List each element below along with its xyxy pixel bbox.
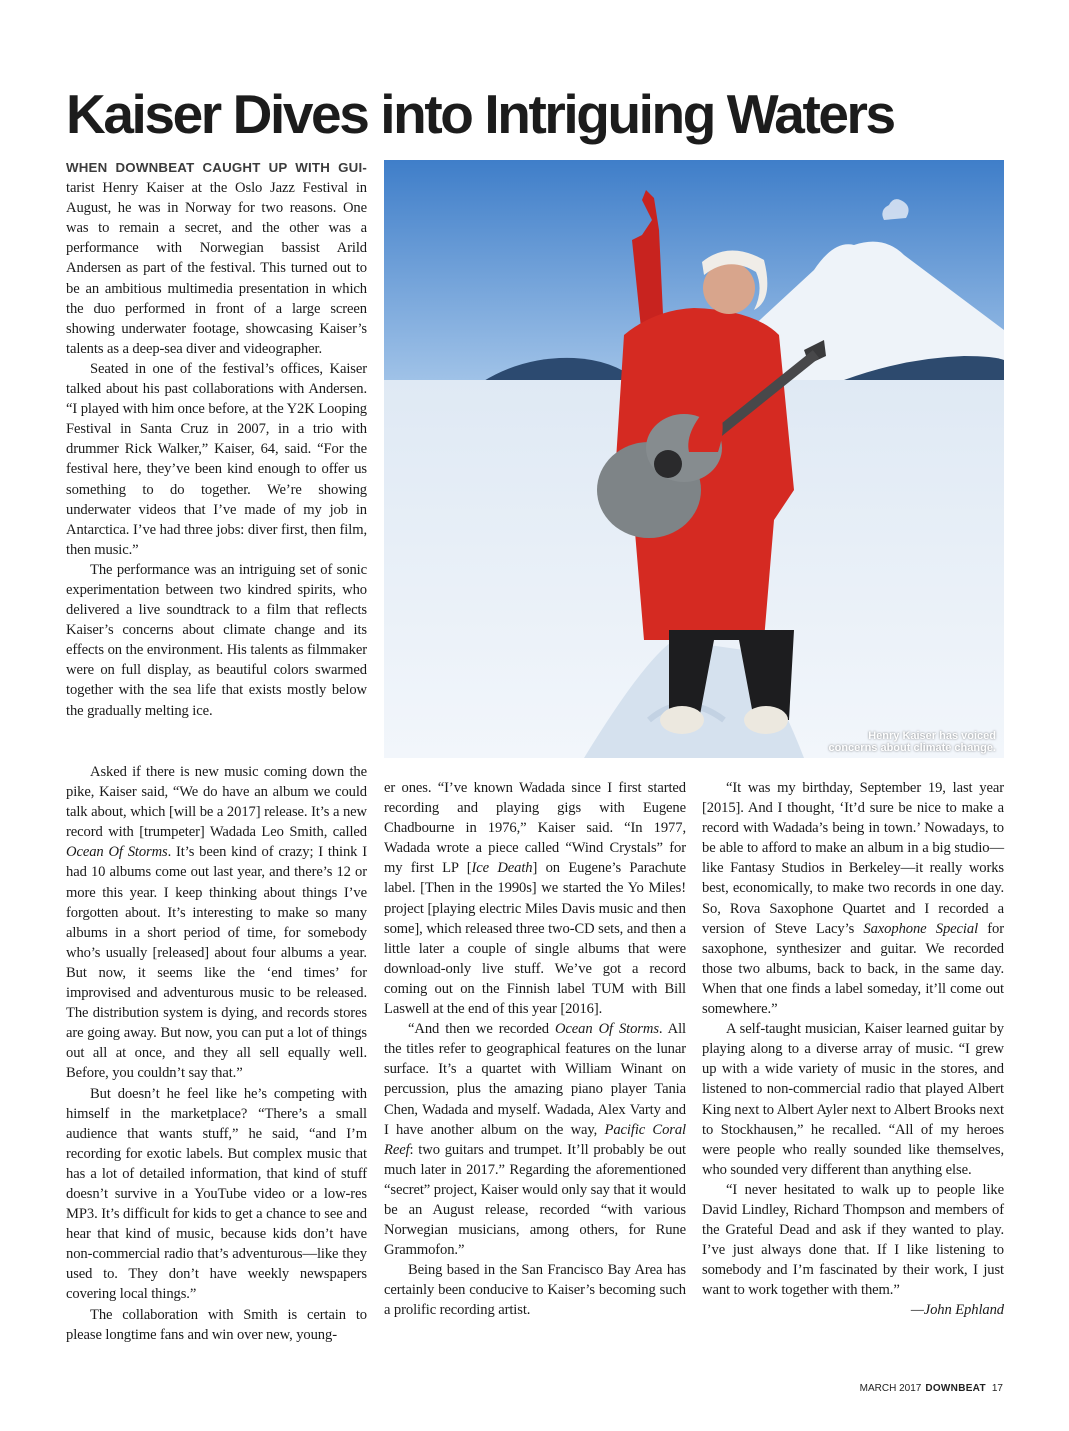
paragraph: [384, 1019, 686, 1260]
caption-line: concerns about climate change.: [828, 742, 996, 754]
paragraph-text: for saxophone, synthesizer and guitar. We recorded those two albums, back to back, in the same day. When that one finds a label someday, it’ll come out somewhere.”: [702, 920, 1005, 1018]
article-column-3: [702, 778, 1004, 1321]
article-column-1-bottom: [66, 762, 367, 1345]
paragraph: But doesn’t he feel like he’s competing with himself in the marketplace? “There’s a small audience that wants stuff,” he said, “and I’m recording for exotic labels. But complex music that has a lot of detailed information, that kind of stuff doesn’t survive in a YouTube video or a low-res MP3. It’s difficult for kids to get a chance to see and hear that kind of music, because kids don’t have non-commercial radio that’s adventurous—like they used to. They don’t have weekly newspapers covering local things.”: [66, 1085, 367, 1303]
paragraph: [384, 778, 686, 1019]
paragraph: Seated in one of the festival’s offices, Kaiser talked about his past collaborations with Andersen. “I played with him once before, at the Y2K Looping Festival in Santa Cruz in 2007, in a trio with drummer Rick Walker,” Kaiser, 64, said. “For the festival here, they’ve been kind enough to offer us something to do together. We’re showing underwater videos that I’ve made of my job in Antarctica. I’ve had three jobs: diver first, then film, then music.”: [66, 360, 367, 558]
article-headline: Kaiser Dives into Intriguing Waters: [66, 83, 894, 145]
paragraph-text: tarist Henry Kaiser at the Oslo Jazz Festival in August, he was in Norway for two reasons. One was to remain a secret, and the other was a performance with Norwegian bassist Arild Andersen as part of the festival. This turned out to be an ambitious multimedia presentation in which the duo performed in front of a large screen showing underwater footage, showcasing Kaiser’s talents as a deep-sea diver and videographer.: [66, 180, 367, 357]
paragraph-text: “It was my birthday, September 19, last year [2015]. And I thought, ‘It’d sure be nice to make a record with Wadada’s being in town.’ Nowadays, to be able to afford to make an album in a big studio—like Fantasy Studios in Berkeley—it really works best, economically, to make two records in one day. So, Rova Saxophone Quartet and I recorded a version of Steve Lacy’s: [702, 780, 1004, 937]
article-column-1-top: [66, 158, 367, 721]
paragraph: The collaboration with Smith is certain to please longtime fans and win over new, young-: [66, 1306, 367, 1343]
album-title: Pacific Coral Reef: [384, 1121, 686, 1158]
page-footer: [860, 1383, 1003, 1394]
lead-in: WHEN DOWNBEAT CAUGHT UP WITH GUI-: [66, 160, 367, 175]
paragraph: “I never hesitated to walk up to people like David Lindley, Richard Thompson and members of the Grateful Dead and ask if they wanted to play. I’ve just always done that. If I like listening to somebody and I’m fascinated by their work, I just want to work together with them.”: [702, 1181, 1004, 1299]
photo-illustration: [384, 160, 1004, 758]
paragraph-text: . It’s been kind of crazy; I think I had 10 albums come out last year, and there’s 12 or more this year. I keep thinking about things I’ve forgotten about. It’s interesting to make so many albums in a short period of time, for somebody who’s usually [released] about four albums a year. But now, it seems like the ‘end times’ for improvised and adventurous music to be released. The distribution system is dying, and records stores are going away. But now, you can put a lot of things out all at once, and they all sell equally well. Before, you couldn’t say that.”: [66, 844, 367, 1082]
album-title: Saxophone Special: [863, 920, 979, 937]
paragraph: The performance was an intriguing set of sonic experimentation between two kindred spirits, who delivered a live soundtrack to a film that reflects Kaiser’s concerns about climate change and its effects on the environment. His talents as filmmaker were on full display, as beautiful colors swarmed together with the sea life that exists mostly below the gradually melting ice.: [66, 561, 367, 719]
paragraph-text: “And then we recorded: [408, 1021, 555, 1038]
paragraph-text: . All the titles refer to geographical features on the lunar surface. It’s a quartet with William Winant on percussion, plus the amazing piano player Tania Chen, Wadada and myself. Wadada, Alex Varty and I have another album on the way,: [384, 1021, 686, 1138]
paragraph-text: ] on Eugene’s Parachute label. [Then in the 1990s] we started the Yo Miles! project [playing electric Miles Davis music and then some], which released three two-CD sets, and then a little later a couple of single albums that were download-only live stuff. We’ve got a record coming out on the Finnish label TUM with Bill Laswell at the end of this year [2016].: [384, 860, 686, 1018]
photo-caption: [829, 730, 997, 754]
issue-date: MARCH 2017: [859, 1383, 922, 1394]
paragraph: A self-taught musician, Kaiser learned guitar by playing along to a diverse array of music. “I grew up with a wide variety of music in the stores, and listened to non-commercial radio that played Albert King next to Albert Ayler next to Albert Brooks next to Stockhausen,” he recalled. “All of my heroes were people who really sounded like themselves, who sounded very different than anything else.: [702, 1021, 1004, 1178]
article-column-2: [384, 778, 686, 1321]
paragraph-text: er ones. “I’ve known Wadada since I first started recording and playing gigs with Eugene Chadbourne in 1976,” Kaiser said. “In 1977, Wadada wrote a piece called “Wind Crystals” for my first LP [: [384, 780, 686, 877]
paragraph: [66, 762, 367, 1084]
article-photo: [384, 160, 1004, 758]
page-number: 17: [991, 1383, 1003, 1394]
album-title: Ocean Of Storms: [554, 1021, 659, 1038]
author-signature: —John Ephland: [910, 1302, 1004, 1319]
magazine-name: DOWNBEAT: [925, 1383, 986, 1394]
album-title: Ice Death: [471, 860, 533, 877]
paragraph: [702, 778, 1004, 1019]
paragraph: [66, 158, 367, 359]
paragraph-text: : two guitars and trumpet. It’ll probably be out much later in 2017.” Regarding the aforementioned “secret” project, Kaiser would only say that it would be an August release, recorded “with various Norwegian musicians, among others, for Rune Grammofon.”: [384, 1141, 686, 1259]
caption-line: Henry Kaiser has voiced: [868, 730, 996, 742]
album-title: Ocean Of Storms: [66, 844, 168, 861]
paragraph-text: Asked if there is new music coming down the pike, Kaiser said, “We do have an album we could talk about, which [will be a 2017] release. It’s a new record with [trumpeter] Wadada Leo Smith, called: [66, 764, 367, 841]
paragraph: Being based in the San Francisco Bay Area has certainly been conducive to Kaiser’s becoming such a prolific recording artist.: [384, 1262, 686, 1319]
